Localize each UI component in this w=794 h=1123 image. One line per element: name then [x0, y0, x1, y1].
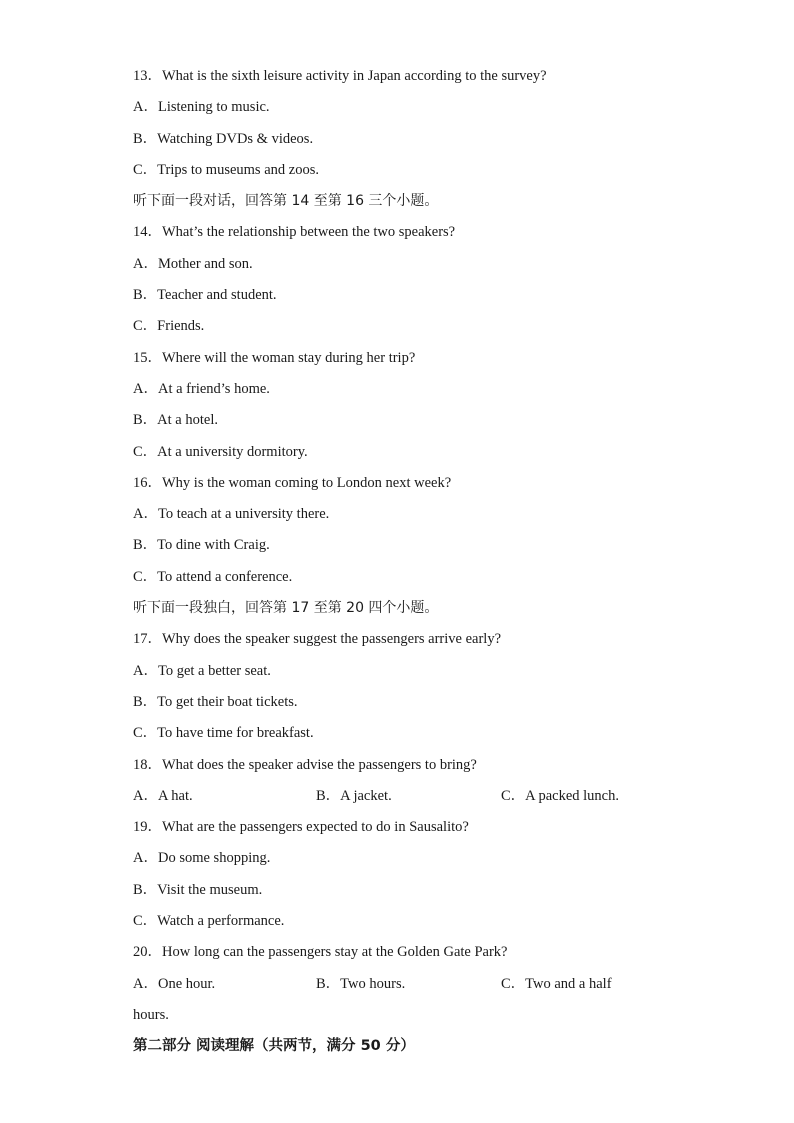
option-row — [133, 970, 693, 1001]
question-text: 16．Why is the woman coming to London next week? — [133, 474, 452, 491]
answer-option: C．Two and a half — [501, 975, 612, 992]
section-instruction: 听下面一段独白，回答第 17 至第 20 四个小题。 — [133, 600, 439, 617]
answer-option: C．To attend a conference. — [133, 568, 293, 585]
answer-option: B．To get their boat tickets. — [133, 693, 298, 710]
answer-option: A．One hour. — [133, 975, 216, 992]
answer-option: A．At a friend’s home. — [133, 380, 270, 397]
question-text: 14．What’s the relationship between the two speakers? — [133, 224, 456, 241]
answer-option: hours. — [133, 1006, 169, 1023]
document-page — [133, 62, 693, 1064]
answer-option: A．A hat. — [133, 787, 193, 804]
question-text: 15．Where will the woman stay during her trip? — [133, 349, 416, 366]
answer-option: C．Watch a performance. — [133, 913, 285, 930]
question-text: 18．What does the speaker advise the passengers to bring? — [133, 756, 477, 773]
answer-option: A．Do some shopping. — [133, 850, 271, 867]
answer-option: A．Mother and son. — [133, 255, 253, 272]
question-text: 13．What is the sixth leisure activity in Japan according to the survey? — [133, 68, 547, 84]
question-text: 19．What are the passengers expected to do in Sausalito? — [133, 819, 469, 836]
answer-option: A．To teach at a university there. — [133, 506, 330, 523]
answer-option: B．A jacket. — [316, 787, 392, 804]
answer-option: C．At a university dormitory. — [133, 443, 308, 460]
answer-option: C．To have time for breakfast. — [133, 725, 314, 742]
answer-option: C．Friends. — [133, 318, 205, 335]
answer-option: B．At a hotel. — [133, 412, 218, 429]
answer-option: B．To dine with Craig. — [133, 537, 270, 554]
answer-option: B．Teacher and student. — [133, 287, 277, 304]
answer-option: A．Listening to music. — [133, 99, 270, 116]
question-text: 20．How long can the passengers stay at the Golden Gate Park? — [133, 944, 508, 961]
question-text: 17．Why does the speaker suggest the passengers arrive early? — [133, 631, 502, 648]
answer-option: A．To get a better seat. — [133, 662, 271, 679]
part-heading: 第二部分 阅读理解（共两节，满分 50 分） — [133, 1038, 415, 1055]
answer-option: C．Trips to museums and zoos. — [133, 161, 319, 178]
answer-option: B．Two hours. — [316, 975, 406, 992]
answer-option: B．Watching DVDs & videos. — [133, 130, 314, 147]
answer-option: C．A packed lunch. — [501, 787, 619, 804]
answer-option: B．Visit the museum. — [133, 881, 263, 898]
option-row — [133, 782, 693, 813]
section-instruction: 听下面一段对话，回答第 14 至第 16 三个小题。 — [133, 193, 439, 210]
